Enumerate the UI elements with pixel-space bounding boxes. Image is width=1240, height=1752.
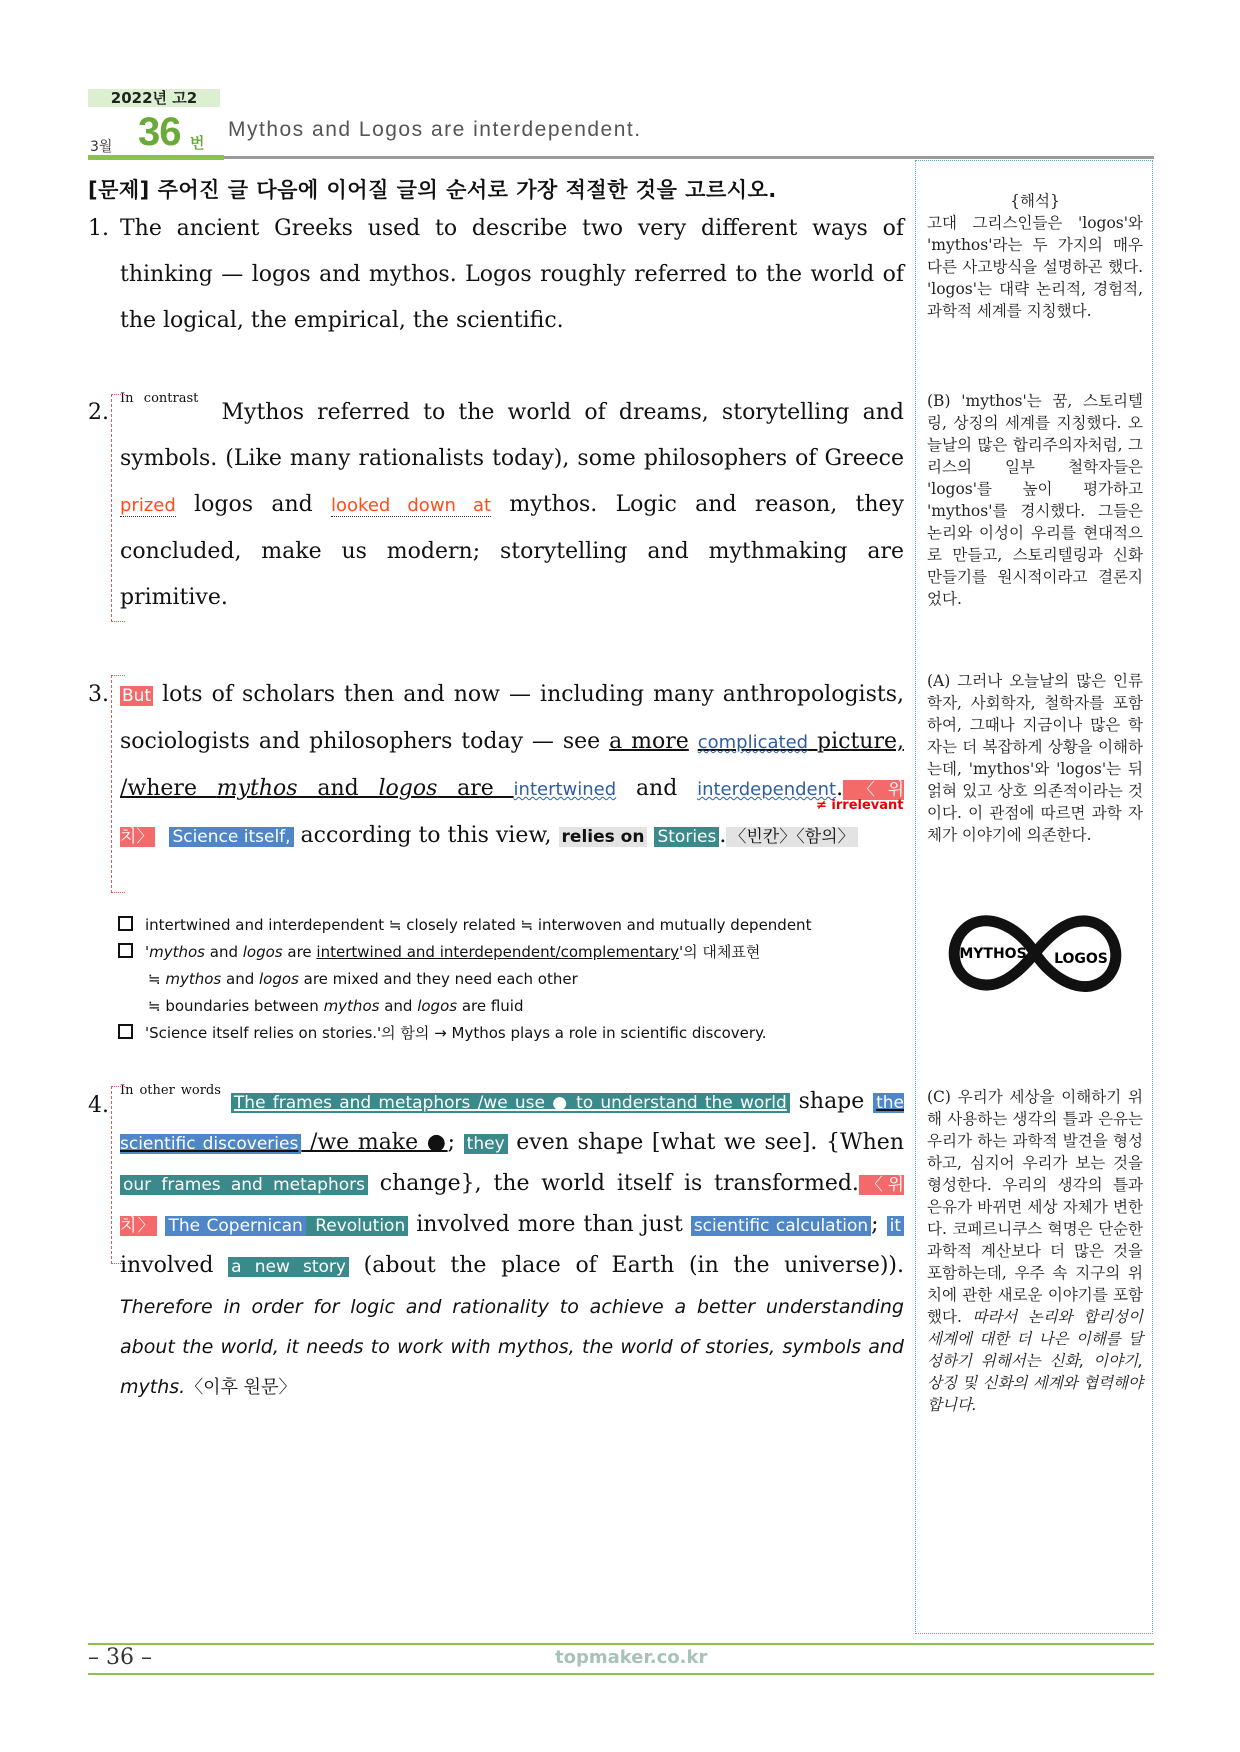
highlight-they: they bbox=[464, 1134, 508, 1154]
site-watermark: topmaker.co.kr bbox=[555, 1647, 708, 1668]
highlight-relies-on: relies on bbox=[559, 827, 648, 847]
position-tag: 〈위치〉 bbox=[120, 780, 905, 847]
translation-b: (B) 'mythos'는 꿈, 스토리텔링, 상징의 세계를 지칭했다. 오늘날의 많은 합리주의자처럼, 그리스의 일부 철학자들은 'logos'를 높이 평가하고 'mythos'를 경시했다. 그들은 논리와 이성이 우리를 현대적으로 만들고, 스토리텔링과 신화 만들기를 원시적이라고 결론지었다. bbox=[927, 392, 1143, 608]
checkbox-icon bbox=[118, 943, 133, 958]
position-tag: 〈위치〉 bbox=[120, 1175, 904, 1236]
note-item: 'mythos and logos are intertwined and interdependent/complementary'의 대체표현 bbox=[118, 939, 811, 966]
question-number-suffix: 번 bbox=[190, 134, 205, 152]
paragraph-4 bbox=[88, 1082, 904, 1407]
mythos-logos-infinity-image bbox=[945, 905, 1125, 1001]
translation-intro: {해석} 고대 그리스인들은 'logos'와 'mythos'라는 두 가지의 매우 다른 사고방식을 설명하곤 했다. 'logos'는 대략 논리적, 경험적, 과학적 세계를 지칭했다. bbox=[927, 192, 1143, 320]
following-text: Therefore in order for logic and rationality to achieve a better understanding about the world, it needs to work with mythos, the world of stories, symbols and myths. bbox=[120, 1296, 904, 1398]
note-subitem: ≒ boundaries between mythos and logos are fluid bbox=[148, 997, 524, 1015]
blank-implication-tags: 〈빈칸〉〈함의〉 bbox=[726, 827, 857, 847]
paragraph-text: $^{In contrast}$ Mythos referred to the world of dreams, storytelling and symbols. (Like many rationalists today), some philosophers of Greece prized logos and looked down at mythos. Logic and reason, they concluded, make us modern; storytelling and mythmaking are primitive. bbox=[120, 391, 904, 610]
highlight-looked-down-at: looked down at bbox=[331, 495, 492, 516]
connector-annotation: In other words bbox=[120, 1083, 221, 1098]
translation-a: (A) 그러나 오늘날의 많은 인류학자, 사회학자, 철학자를 포함하여, 그때나 지금이나 많은 학자는 더 복잡하게 상황을 이해하는데, 'mythos'와 'logos'는 뒤얽혀 있고 상호 의존적이라는 것이다. 이 관점에 따르면 과학 자체가 이야기에 의존한다. bbox=[927, 672, 1143, 844]
paragraph-3 bbox=[88, 672, 904, 860]
paragraph-text: The ancient Greeks used to describe two very different ways of thinking — logos and mythos. Logos roughly referred to the world of the logical, the empirical, the scientific. bbox=[120, 216, 904, 333]
header-rule bbox=[224, 156, 1154, 159]
paragraph-number: 4. bbox=[88, 1093, 109, 1118]
note-item: intertwined and interdependent ≒ closely related ≒ interwoven and mutually dependent bbox=[118, 912, 811, 939]
page-title: Mythos and Logos are interdependent. bbox=[228, 118, 642, 141]
vocab-notes bbox=[118, 912, 811, 1047]
highlight-intertwined: intertwined bbox=[513, 779, 617, 800]
question-number: 36 bbox=[138, 110, 181, 154]
following-original-tag: 〈이후 원문〉 bbox=[185, 1377, 297, 1398]
note-subitem: ≒ mythos and logos are mixed and they need each other bbox=[148, 970, 578, 988]
paragraph-text: But lots of scholars then and now — including many anthropologists, sociologists and philosophers today — see a more complicated picture, /where mythos and logos are intertwined and interdependent. 〈위치〉 Science itself, according to this view, relies on Stories . 〈빈칸〉〈함의〉 bbox=[120, 682, 905, 848]
paragraph-text: $^{In other words}$The frames and metaphors /we use ● to understand the world shape the scientific discoveries /we make ●; they even shape [what we see]. {When our frames and metaphors change}, the world itself is transformed. 〈위치〉 The Copernican Revolution involved more than just scientific calculation ; it involved a new story (about the place of Earth (in the universe)). Therefore in order for logic and rationality to achieve a better understanding about the world, it needs to work with mythos, the world of stories, symbols and myths.〈이후 원문〉 bbox=[120, 1083, 905, 1398]
highlight-new-story: a new story bbox=[228, 1257, 349, 1277]
svg-text:LOGOS: LOGOS bbox=[1054, 951, 1108, 967]
paragraph-number: 1. bbox=[88, 216, 109, 241]
highlight-frames-metaphors: The frames and metaphors /we use ● to understand the world bbox=[231, 1093, 790, 1113]
month-label: 3월 bbox=[90, 139, 113, 155]
question-prompt: [문제] 주어진 글 다음에 이어질 글의 순서로 가장 적절한 것을 고르시오. bbox=[88, 178, 777, 202]
highlight-our-frames: our frames and metaphors bbox=[120, 1175, 368, 1195]
irrelevant-annotation: ≠ irrelevant bbox=[816, 798, 904, 813]
highlight-interdependent: interdependent bbox=[697, 779, 837, 800]
translation-c: (C) 우리가 세상을 이해하기 위해 사용하는 생각의 틀과 은유는 우리가 하는 과학적 발견을 형성하고, 심지어 우리가 보는 것을 형성한다. 우리의 생각의 틀과 은유가 바뀌면 세상 자체가 변한다. 코페르니쿠스 혁명은 단순한 과학적 계산보다 더 많은 것을 포함하는데, 우주 속 지구의 위치에 관한 새로운 이야기를 포함했다. 따라서 논리와 합리성이 세계에 대한 더 나은 이해를 달성하기 위해서는 신화, 이야기, 상징 및 신화의 세계와 협력해야 합니다. bbox=[927, 1088, 1143, 1414]
highlight-scientific-calculation: scientific calculation bbox=[691, 1216, 871, 1236]
footer-rule bbox=[88, 1673, 1154, 1675]
highlight-but: But bbox=[122, 686, 152, 706]
svg-text:MYTHOS: MYTHOS bbox=[959, 946, 1027, 962]
highlight-prized: prized bbox=[120, 495, 176, 516]
highlight-science-itself: Science itself, bbox=[169, 827, 293, 847]
highlight-scientific-discoveries: the scientific discoveries bbox=[120, 1093, 905, 1154]
paragraph-1 bbox=[88, 206, 904, 344]
highlight-revolution: Revolution bbox=[306, 1216, 408, 1236]
highlight-copernican: The Copernican bbox=[165, 1216, 305, 1236]
checkbox-icon bbox=[118, 916, 133, 931]
connector-annotation: In contrast bbox=[120, 391, 199, 406]
highlight-complicated: complicated bbox=[697, 732, 809, 753]
note-item: 'Science itself relies on stories.'의 함의 → Mythos plays a role in scientific discovery. bbox=[118, 1020, 811, 1047]
header-rule-accent bbox=[88, 155, 224, 160]
page-number: – 36 – bbox=[88, 1645, 152, 1670]
highlight-stories: Stories bbox=[654, 827, 719, 847]
year-tag: 2022년 고2 bbox=[88, 89, 220, 107]
checkbox-icon bbox=[118, 1024, 133, 1039]
paragraph-number: 3. bbox=[88, 682, 109, 707]
footer-rule bbox=[88, 1643, 1154, 1645]
highlight-it: it bbox=[887, 1216, 904, 1236]
paragraph-2 bbox=[88, 390, 904, 621]
translation-title: {해석} bbox=[1010, 192, 1060, 210]
paragraph-number: 2. bbox=[88, 400, 109, 425]
